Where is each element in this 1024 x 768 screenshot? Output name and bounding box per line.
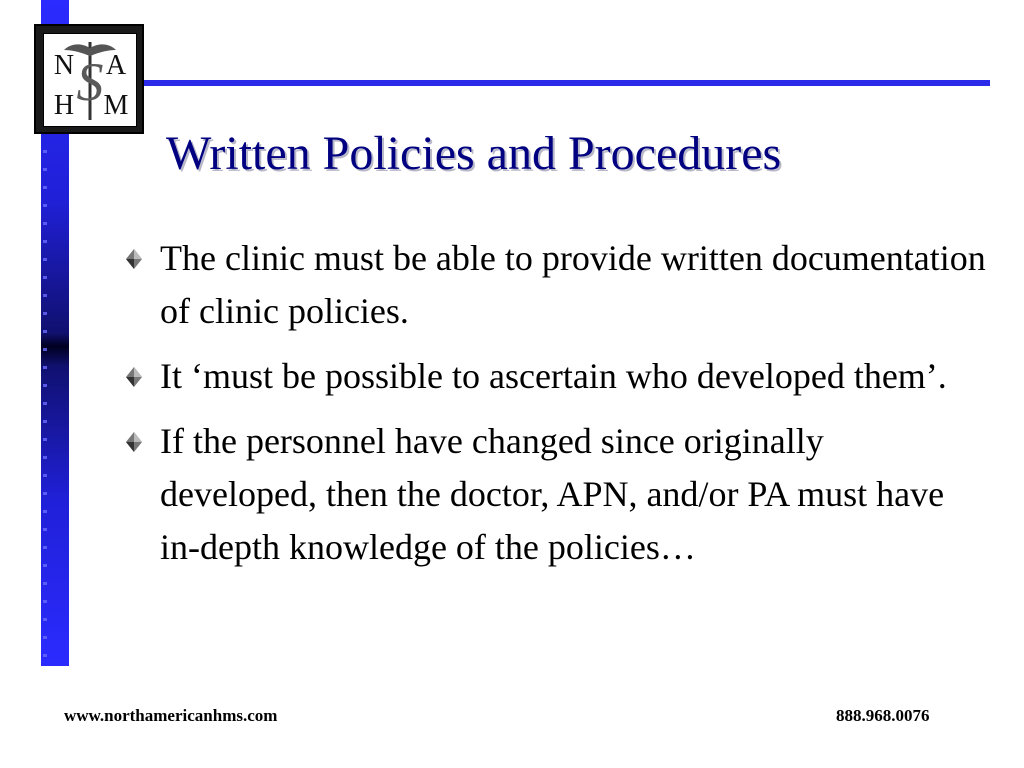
footer-phone: 888.968.0076 [836, 706, 930, 725]
caduceus-emblem-icon [44, 34, 136, 126]
left-accent-stripes [43, 150, 47, 660]
logo-letter-n: N [53, 50, 75, 81]
bullet-item [118, 232, 988, 338]
bullet-text: It ‘must be possible to ascertain who developed them’. [160, 356, 947, 396]
logo-emblem [43, 33, 137, 127]
title-rule [41, 80, 990, 86]
diamond-bullet-icon [122, 365, 146, 389]
bullet-item [118, 350, 988, 403]
logo-letter-a: A [105, 50, 127, 81]
slide-title: Written Policies and Procedures [166, 127, 782, 180]
bullet-item [118, 415, 988, 574]
diamond-bullet-icon [122, 430, 146, 454]
bullet-text: The clinic must be able to provide written documentation of clinic policies. [160, 238, 986, 331]
logo-center-letter: S [76, 52, 104, 112]
logo-letter-h: H [53, 90, 75, 121]
diamond-bullet-icon [122, 247, 146, 271]
bullet-list [118, 232, 988, 586]
logo-letter-m: M [103, 90, 129, 121]
nahm-logo [34, 24, 144, 134]
footer-website: www.northamericanhms.com [64, 706, 278, 725]
bullet-text: If the personnel have changed since originally developed, then the doctor, APN, and/or PA must have in-depth knowledge of the policies… [160, 421, 945, 567]
